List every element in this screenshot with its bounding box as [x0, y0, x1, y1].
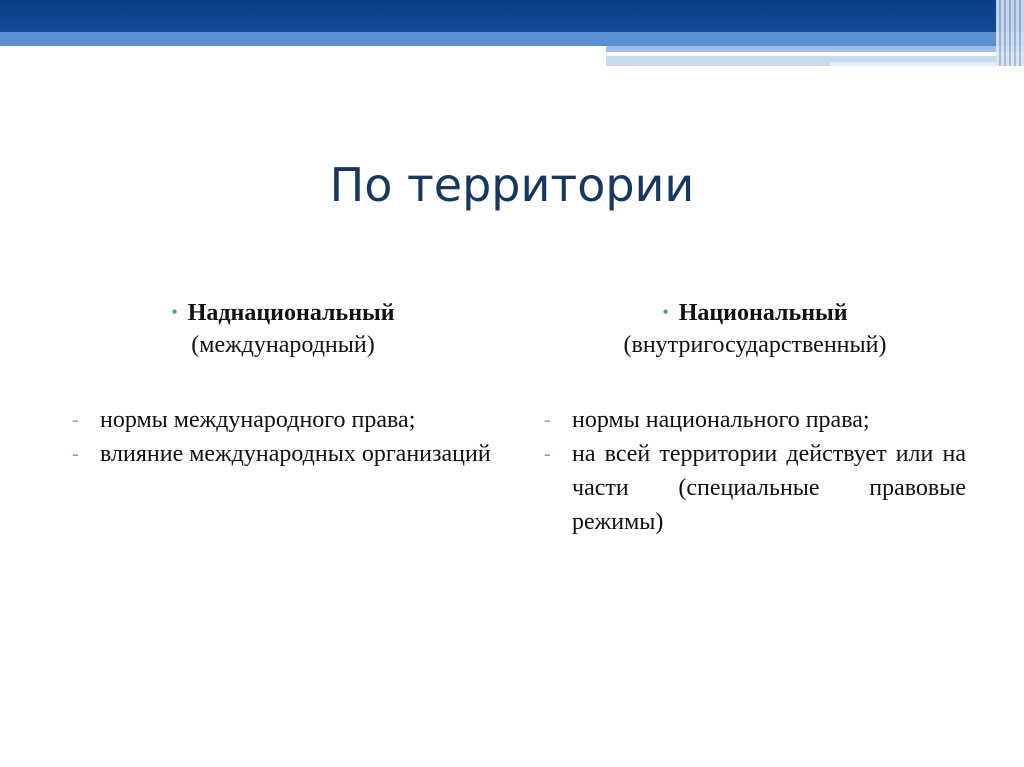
column-heading-title: Национальный [678, 300, 848, 326]
dash-icon: - [544, 409, 551, 431]
header-stripe [830, 62, 1024, 66]
header-band-light [0, 32, 1024, 46]
list-item-text: влияние международных организаций [100, 441, 491, 467]
column-heading-subtitle: (международный) [191, 332, 375, 358]
list-item-text: нормы международного права; [100, 407, 416, 433]
dash-icon: - [544, 443, 551, 465]
column-heading [72, 296, 494, 361]
list-item-text: на всей территории действует или на части (специальные правовые режимы) [572, 441, 966, 535]
header-decoration [996, 0, 1024, 66]
header-stripe [606, 46, 1024, 52]
column-heading [544, 296, 966, 361]
column-list [544, 403, 966, 539]
list-item [72, 403, 494, 437]
header-band [0, 0, 1024, 32]
bullet-icon: • [662, 302, 669, 322]
bullet-icon: • [171, 302, 178, 322]
column-heading-title: Наднациональный [187, 300, 395, 326]
slide-title: По территории [329, 158, 695, 212]
column-heading-subtitle: (внутригосударственный) [623, 332, 887, 358]
column-national [544, 296, 966, 539]
column-list [72, 403, 494, 471]
dash-icon: - [72, 409, 79, 431]
list-item [72, 437, 494, 471]
list-item-text: нормы национального права; [572, 407, 870, 433]
dash-icon: - [72, 443, 79, 465]
list-item [544, 403, 966, 437]
list-item [544, 437, 966, 539]
column-supranational [72, 296, 494, 471]
